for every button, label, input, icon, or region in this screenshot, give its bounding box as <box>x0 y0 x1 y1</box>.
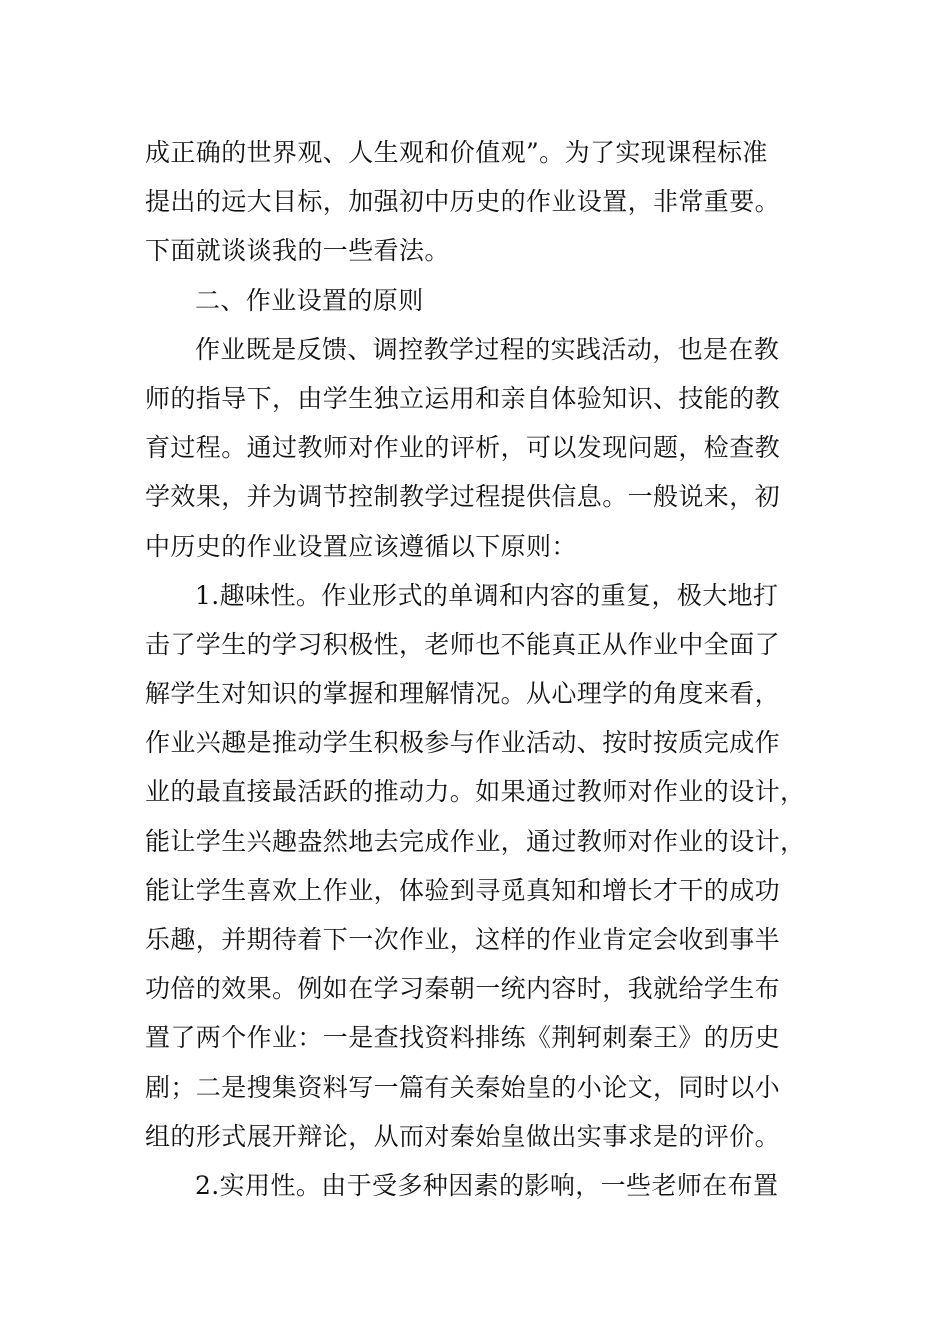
text-line: 成正确的世界观、人生观和价值观”。为了实现课程标准 <box>145 138 768 167</box>
text-line: 击了学生的学习积极性，老师也不能真正从作业中全面了 <box>145 629 781 659</box>
text-line: 组的形式展开辩论，从而对秦始皇做出实事求是的评价。 <box>145 1121 781 1151</box>
body-text <box>145 128 806 1210</box>
text-line: 下面就谈谈我的一些看法。 <box>145 236 450 266</box>
text-line: 功倍的效果。例如在学习秦朝一统内容时，我就给学生布 <box>145 974 781 1004</box>
text-line: 2.实用性。由于受多种因素的影响，一些老师在布置 <box>195 1170 779 1200</box>
text-line: 解学生对知识的掌握和理解情况。从心理学的角度来看， <box>145 679 781 709</box>
section-heading: 二、作业设置的原则 <box>195 285 424 315</box>
text-line: 置了两个作业：一是查找资料排练《荆轲刺秦王》的历史 <box>145 1023 781 1053</box>
text-line: 学效果，并为调节控制教学过程提供信息。一般说来，初 <box>145 482 781 512</box>
text-line: 育过程。通过教师对作业的评析，可以发现问题，检查教 <box>145 433 781 463</box>
text-line: 提出的远大目标，加强初中历史的作业设置，非常重要。 <box>145 187 781 217</box>
text-line: 作业兴趣是推动学生积极参与作业活动、按时按质完成作 <box>145 728 781 758</box>
text-line: 作业既是反馈、调控教学过程的实践活动，也是在教 <box>195 334 780 364</box>
text-line: 剧；二是搜集资料写一篇有关秦始皇的小论文，同时以小 <box>145 1072 781 1102</box>
text-line: 能让学生喜欢上作业，体验到寻觅真知和增长才干的成功 <box>145 875 781 905</box>
text-line: 业的最直接最活跃的推动力。如果通过教师对作业的设计， <box>145 777 806 807</box>
text-line: 乐趣，并期待着下一次作业，这样的作业肯定会收到事半 <box>145 925 781 954</box>
text-line: 能让学生兴趣盎然地去完成作业，通过教师对作业的设计， <box>145 826 806 856</box>
text-line: 中历史的作业设置应该遵循以下原则： <box>145 531 577 561</box>
text-line: 1.趣味性。作业形式的单调和内容的重复，极大地打 <box>195 580 779 610</box>
text-line: 师的指导下，由学生独立运用和亲自体验知识、技能的教 <box>145 383 781 413</box>
